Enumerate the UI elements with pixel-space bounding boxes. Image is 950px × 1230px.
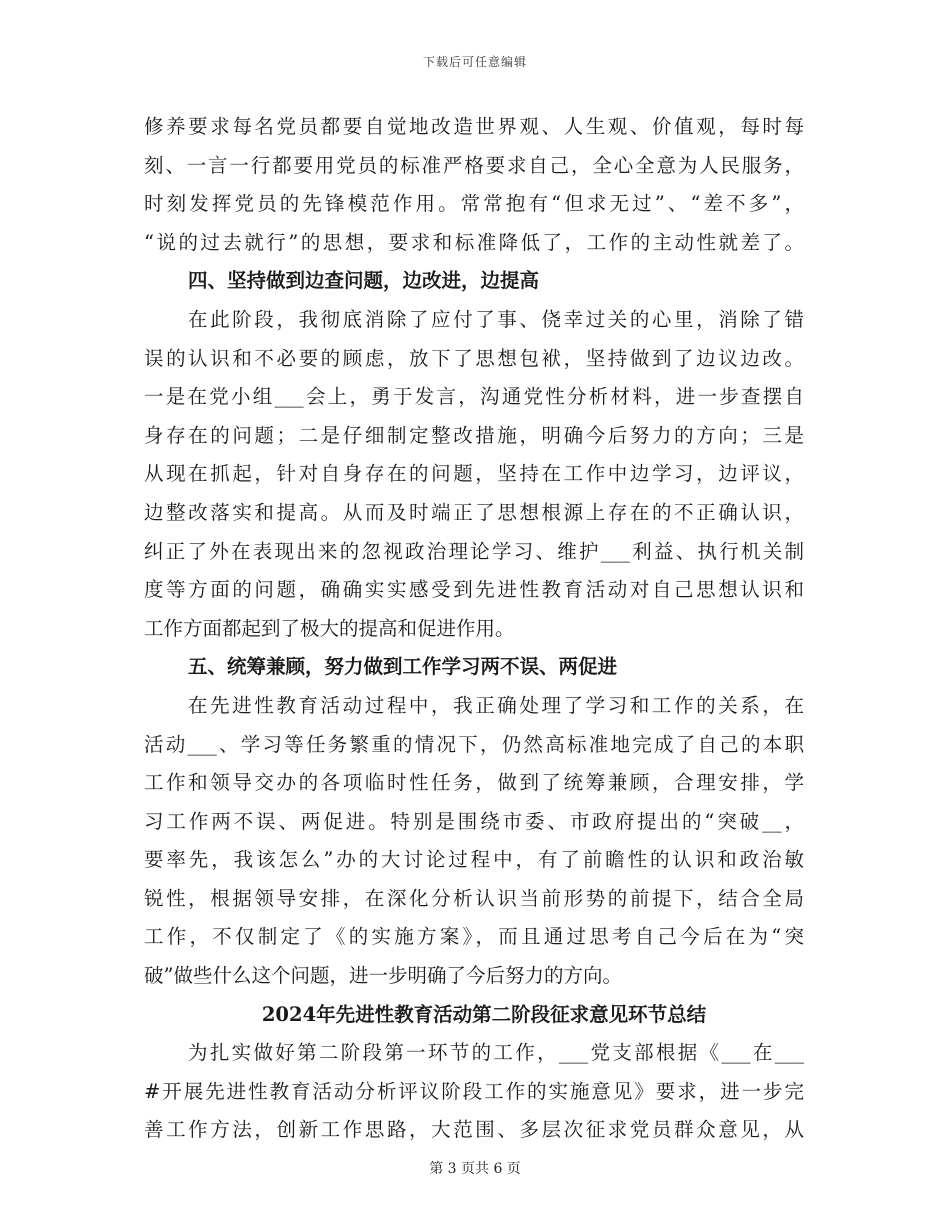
paragraph-line: 时刻发挥党员的先锋模范作用。常常抱有“但求无过”、“差不多”， — [144, 192, 804, 216]
paragraph-line: 习工作两不误、两促进。特别是围绕市委、市政府提出的“突破__， — [144, 809, 804, 833]
paragraph-line: 善工作方法，创新工作思路，大范围、多层次征求党员群众意见，从 — [144, 1118, 804, 1142]
paragraph-first-line: 在此阶段，我彻底消除了应付了事、侥幸过关的心里，消除了错 — [188, 307, 804, 331]
paragraph-line: 从现在抓起，针对自身存在的问题，坚持在工作中边学习，边评议， — [144, 462, 804, 486]
paragraph-line: 一是在党小组___会上，勇于发言，沟通党性分析材料，进一步查摆自 — [144, 385, 804, 409]
paragraph-last-line: 工作方面都起到了极大的提高和促进作用。 — [144, 616, 515, 640]
section-heading: 五、统筹兼顾，努力做到工作学习两不误、两促进 — [188, 655, 618, 679]
paragraph-line: “说的过去就行”的思想，要求和标准降低了，工作的主动性就差了。 — [144, 230, 804, 254]
paragraph-line: 刻、一言一行都要用党员的标准严格要求自己，全心全意为人民服务， — [144, 153, 804, 177]
paragraph-line: 修养要求每名党员都要自觉地改造世界观、人生观、价值观，每时每 — [144, 115, 804, 138]
paragraph-line: 要率先，我该怎么”办的大讨论过程中，有了前瞻性的认识和政治敏 — [144, 848, 804, 872]
paragraph-last-line: 破”做些什么这个问题，进一步明确了今后努力的方向。 — [144, 964, 622, 988]
paragraph-first-line: 在先进性教育活动过程中，我正确处理了学习和工作的关系，在 — [188, 693, 804, 717]
paragraph-line: 身存在的问题；二是仔细制定整改措施，明确今后努力的方向；三是 — [144, 423, 804, 447]
paragraph-line: #开展先进性教育活动分析评议阶段工作的实施意见》要求，进一步完 — [144, 1079, 804, 1103]
section-heading: 四、坚持做到边查问题，边改进，边提高 — [188, 269, 540, 293]
paragraph-line: 纠正了外在表现出来的忽视政治理论学习、维护___利益、执行机关制 — [144, 539, 804, 563]
paragraph-line: 工作和领导交办的各项临时性任务，做到了统筹兼顾，合理安排，学 — [144, 771, 804, 795]
document-body — [144, 108, 804, 1150]
paragraph-line: 活动___、学习等任务繁重的情况下，仍然高标准地完成了自己的本职 — [144, 732, 804, 756]
page-header: 下载后可任意编辑 — [422, 55, 527, 69]
paragraph-line: 边整改落实和提高。从而及时端正了思想根源上存在的不正确认识， — [144, 500, 804, 524]
page-footer: 第 3 页共 6 页 — [429, 1161, 521, 1177]
paragraph-line: 锐性，根据领导安排，在深化分析认识当前形势的前提下，结合全局 — [144, 886, 804, 910]
paragraph-line: 度等方面的问题，确确实实感受到先进性教育活动对自己思想认识和 — [144, 578, 804, 602]
paragraph-line: 工作，不仅制定了《的实施方案》，而且通过思考自己今后在为“突 — [144, 925, 804, 949]
paragraph-line: 误的认识和不必要的顾虑，放下了思想包袱，坚持做到了边议边改。 — [144, 346, 804, 370]
paragraph-first-line: 为扎实做好第二阶段第一环节的工作，___党支部根据《___在___ — [188, 1041, 804, 1065]
document-title: 2024年先进性教育活动第二阶段征求意见环节总结 — [261, 1002, 707, 1026]
